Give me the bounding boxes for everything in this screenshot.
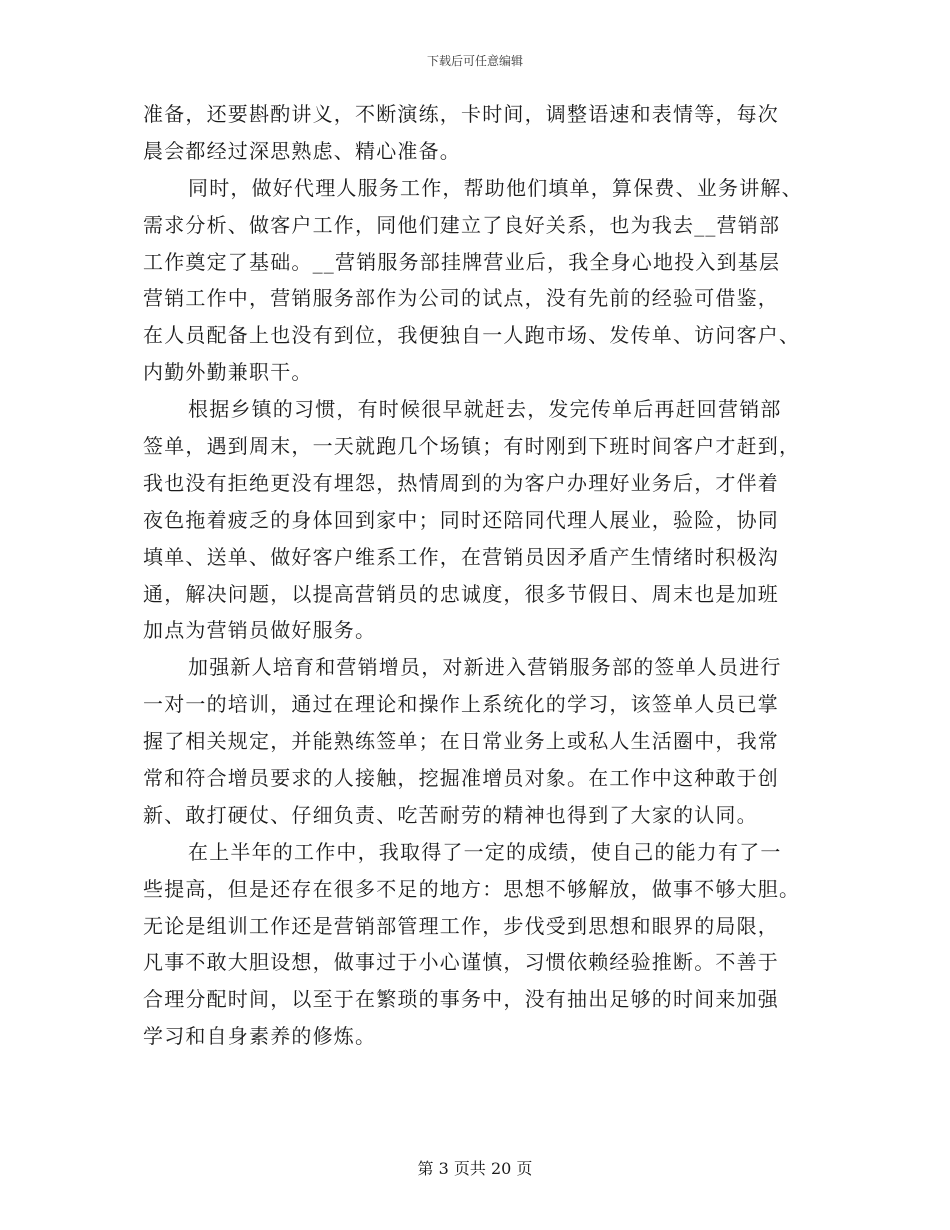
body-line: 一对一的培训，通过在理论和操作上系统化的学习，该签单人员已掌 [143,692,779,717]
body-line: 学习和自身素养的修炼。 [143,1024,377,1049]
body-line: 握了相关规定，并能熟练签单；在日常业务上或私人生活圈中，我常 [143,729,779,754]
page-footer: 第 3 页共 20 页 [417,1159,533,1178]
body-line: 加点为营销员做好服务。 [143,618,377,643]
body-line: 同时，做好代理人服务工作，帮助他们填单，算保费、业务讲解、 [188,175,803,200]
body-line: 新、敢打硬仗、仔细负责、吃苦耐劳的精神也得到了大家的认同。 [143,802,758,827]
body-line: 夜色拖着疲乏的身体回到家中；同时还陪同代理人展业，验险，协同 [143,507,779,532]
body-line: 无论是组训工作还是营销部管理工作，步伐受到思想和眼界的局限， [143,913,779,938]
body-line: 在上半年的工作中，我取得了一定的成绩，使自己的能力有了一 [188,839,782,864]
body-line: 准备，还要斟酌讲义，不断演练，卡时间，调整语速和表情等，每次 [143,102,779,126]
body-line: 内勤外勤兼职干。 [143,360,313,385]
body-line: 工作奠定了基础。__营销服务部挂牌营业后，我全身心地投入到基层 [143,249,781,274]
document-body [143,96,813,1055]
page-header: 下载后可任意编辑 [426,54,523,68]
body-line: 凡事不敢大胆设想，做事过于小心谨慎，习惯依赖经验推断。不善于 [143,950,779,975]
body-line: 合理分配时间，以至于在繁琐的事务中，没有抽出足够的时间来加强 [143,987,779,1012]
body-line: 晨会都经过深思熟虑、精心准备。 [143,138,461,163]
body-line: 在人员配备上也没有到位，我便独自一人跑市场、发传单、访问客户、 [143,323,801,348]
body-line: 常和符合增员要求的人接触，挖掘准增员对象。在工作中这种敢于创 [143,766,779,791]
body-line: 根据乡镇的习惯，有时候很早就赶去，发完传单后再赶回营销部 [188,397,782,422]
body-line: 签单，遇到周末，一天就跑几个场镇；有时刚到下班时间客户才赶到， [143,434,801,459]
body-line: 需求分析、做客户工作，同他们建立了良好关系，也为我去__营销部 [143,212,781,237]
body-line: 些提高，但是还存在很多不足的地方：思想不够解放，做事不够大胆。 [143,876,801,901]
body-line: 通，解决问题，以提高营销员的忠诚度，很多节假日、周末也是加班 [143,581,779,606]
body-line: 加强新人培育和营销增员，对新进入营销服务部的签单人员进行 [188,655,782,680]
body-line: 我也没有拒绝更没有埋怨，热情周到的为客户办理好业务后，才伴着 [143,470,779,495]
body-line: 营销工作中，营销服务部作为公司的试点，没有先前的经验可借鉴， [143,286,779,311]
body-line: 填单、送单、做好客户维系工作，在营销员因矛盾产生情绪时积极沟 [143,544,779,569]
